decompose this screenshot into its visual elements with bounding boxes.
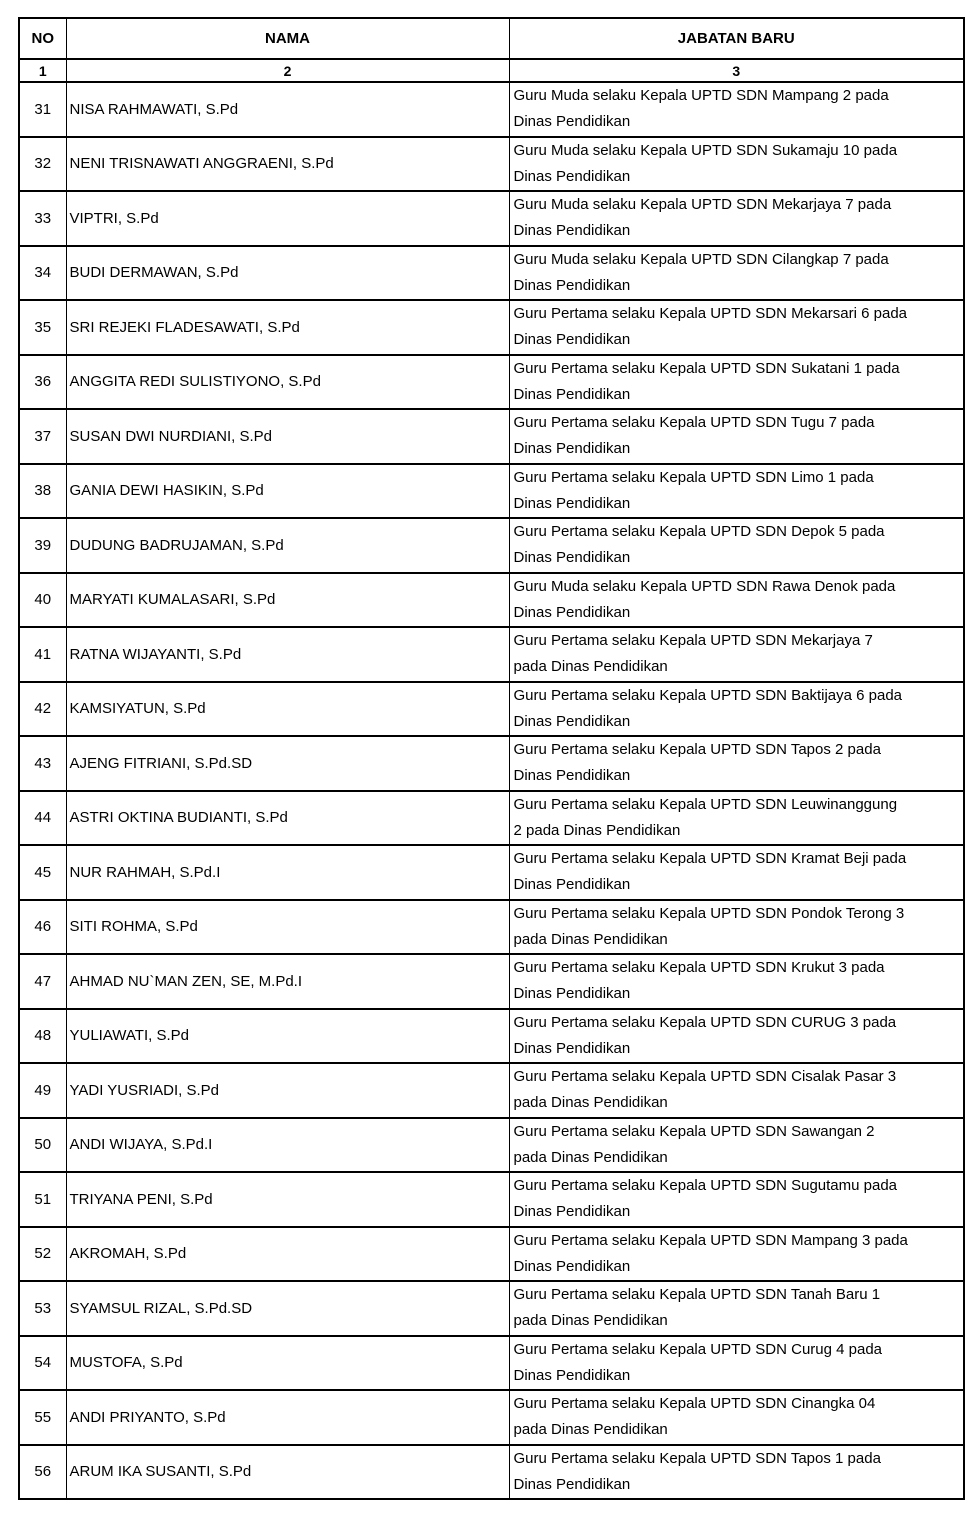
row-number-cell: 38 bbox=[19, 464, 66, 519]
name-cell: ANGGITA REDI SULISTIYONO, S.Pd bbox=[66, 355, 509, 410]
table-header-row bbox=[19, 18, 964, 59]
header-nama: NAMA bbox=[66, 18, 509, 59]
table-header bbox=[19, 18, 964, 82]
table-row bbox=[19, 1281, 964, 1336]
row-number-cell: 52 bbox=[19, 1227, 66, 1282]
table-row bbox=[19, 355, 964, 410]
row-number-cell: 49 bbox=[19, 1063, 66, 1118]
column-number-3: 3 bbox=[509, 59, 964, 82]
name-cell: BUDI DERMAWAN, S.Pd bbox=[66, 246, 509, 301]
new-position-cell: Guru Muda selaku Kepala UPTD SDN Rawa Denok pada Dinas Pendidikan bbox=[509, 573, 964, 628]
name-cell: GANIA DEWI HASIKIN, S.Pd bbox=[66, 464, 509, 519]
table-row bbox=[19, 518, 964, 573]
row-number-cell: 43 bbox=[19, 736, 66, 791]
header-jabatan-baru: JABATAN BARU bbox=[509, 18, 964, 59]
name-cell: TRIYANA PENI, S.Pd bbox=[66, 1172, 509, 1227]
column-number-1: 1 bbox=[19, 59, 66, 82]
new-position-cell: Guru Muda selaku Kepala UPTD SDN Cilangkap 7 pada Dinas Pendidikan bbox=[509, 246, 964, 301]
row-number-cell: 53 bbox=[19, 1281, 66, 1336]
new-position-cell: Guru Pertama selaku Kepala UPTD SDN Tanah Baru 1 pada Dinas Pendidikan bbox=[509, 1281, 964, 1336]
row-number-cell: 33 bbox=[19, 191, 66, 246]
name-cell: SUSAN DWI NURDIANI, S.Pd bbox=[66, 409, 509, 464]
row-number-cell: 45 bbox=[19, 845, 66, 900]
new-position-cell: Guru Pertama selaku Kepala UPTD SDN Tapos 1 pada Dinas Pendidikan bbox=[509, 1445, 964, 1500]
new-position-cell: Guru Pertama selaku Kepala UPTD SDN Sugutamu pada Dinas Pendidikan bbox=[509, 1172, 964, 1227]
table-row bbox=[19, 1390, 964, 1445]
name-cell: ARUM IKA SUSANTI, S.Pd bbox=[66, 1445, 509, 1500]
new-position-cell: Guru Muda selaku Kepala UPTD SDN Mekarjaya 7 pada Dinas Pendidikan bbox=[509, 191, 964, 246]
table-row bbox=[19, 1172, 964, 1227]
appointments-table bbox=[18, 17, 965, 1500]
new-position-cell: Guru Pertama selaku Kepala UPTD SDN Sukatani 1 pada Dinas Pendidikan bbox=[509, 355, 964, 410]
name-cell: YULIAWATI, S.Pd bbox=[66, 1009, 509, 1064]
row-number-cell: 40 bbox=[19, 573, 66, 628]
row-number-cell: 34 bbox=[19, 246, 66, 301]
row-number-cell: 50 bbox=[19, 1118, 66, 1173]
name-cell: ASTRI OKTINA BUDIANTI, S.Pd bbox=[66, 791, 509, 846]
table-row bbox=[19, 1118, 964, 1173]
name-cell: MARYATI KUMALASARI, S.Pd bbox=[66, 573, 509, 628]
table-row bbox=[19, 1227, 964, 1282]
new-position-cell: Guru Pertama selaku Kepala UPTD SDN Tugu 7 pada Dinas Pendidikan bbox=[509, 409, 964, 464]
new-position-cell: Guru Pertama selaku Kepala UPTD SDN Leuwinanggung 2 pada Dinas Pendidikan bbox=[509, 791, 964, 846]
table-row bbox=[19, 791, 964, 846]
row-number-cell: 42 bbox=[19, 682, 66, 737]
new-position-cell: Guru Pertama selaku Kepala UPTD SDN Kramat Beji pada Dinas Pendidikan bbox=[509, 845, 964, 900]
table-row bbox=[19, 682, 964, 737]
table-row bbox=[19, 845, 964, 900]
new-position-cell: Guru Pertama selaku Kepala UPTD SDN CURUG 3 pada Dinas Pendidikan bbox=[509, 1009, 964, 1064]
column-number-row bbox=[19, 59, 964, 82]
row-number-cell: 37 bbox=[19, 409, 66, 464]
table-row bbox=[19, 246, 964, 301]
new-position-cell: Guru Pertama selaku Kepala UPTD SDN Depok 5 pada Dinas Pendidikan bbox=[509, 518, 964, 573]
table-row bbox=[19, 137, 964, 192]
new-position-cell: Guru Muda selaku Kepala UPTD SDN Sukamaju 10 pada Dinas Pendidikan bbox=[509, 137, 964, 192]
table-row bbox=[19, 300, 964, 355]
row-number-cell: 55 bbox=[19, 1390, 66, 1445]
row-number-cell: 51 bbox=[19, 1172, 66, 1227]
new-position-cell: Guru Pertama selaku Kepala UPTD SDN Cisalak Pasar 3 pada Dinas Pendidikan bbox=[509, 1063, 964, 1118]
table-row bbox=[19, 573, 964, 628]
row-number-cell: 32 bbox=[19, 137, 66, 192]
name-cell: KAMSIYATUN, S.Pd bbox=[66, 682, 509, 737]
name-cell: YADI YUSRIADI, S.Pd bbox=[66, 1063, 509, 1118]
name-cell: SITI ROHMA, S.Pd bbox=[66, 900, 509, 955]
name-cell: VIPTRI, S.Pd bbox=[66, 191, 509, 246]
name-cell: AKROMAH, S.Pd bbox=[66, 1227, 509, 1282]
new-position-cell: Guru Muda selaku Kepala UPTD SDN Mampang 2 pada Dinas Pendidikan bbox=[509, 82, 964, 137]
table-row bbox=[19, 954, 964, 1009]
row-number-cell: 35 bbox=[19, 300, 66, 355]
new-position-cell: Guru Pertama selaku Kepala UPTD SDN Curug 4 pada Dinas Pendidikan bbox=[509, 1336, 964, 1391]
name-cell: AJENG FITRIANI, S.Pd.SD bbox=[66, 736, 509, 791]
name-cell: SYAMSUL RIZAL, S.Pd.SD bbox=[66, 1281, 509, 1336]
new-position-cell: Guru Pertama selaku Kepala UPTD SDN Sawangan 2 pada Dinas Pendidikan bbox=[509, 1118, 964, 1173]
row-number-cell: 47 bbox=[19, 954, 66, 1009]
name-cell: DUDUNG BADRUJAMAN, S.Pd bbox=[66, 518, 509, 573]
table-row bbox=[19, 1009, 964, 1064]
row-number-cell: 44 bbox=[19, 791, 66, 846]
table-row bbox=[19, 900, 964, 955]
new-position-cell: Guru Pertama selaku Kepala UPTD SDN Krukut 3 pada Dinas Pendidikan bbox=[509, 954, 964, 1009]
name-cell: NISA RAHMAWATI, S.Pd bbox=[66, 82, 509, 137]
row-number-cell: 48 bbox=[19, 1009, 66, 1064]
new-position-cell: Guru Pertama selaku Kepala UPTD SDN Tapos 2 pada Dinas Pendidikan bbox=[509, 736, 964, 791]
name-cell: AHMAD NU`MAN ZEN, SE, M.Pd.I bbox=[66, 954, 509, 1009]
name-cell: SRI REJEKI FLADESAWATI, S.Pd bbox=[66, 300, 509, 355]
name-cell: MUSTOFA, S.Pd bbox=[66, 1336, 509, 1391]
row-number-cell: 39 bbox=[19, 518, 66, 573]
name-cell: ANDI WIJAYA, S.Pd.I bbox=[66, 1118, 509, 1173]
table-row bbox=[19, 409, 964, 464]
row-number-cell: 31 bbox=[19, 82, 66, 137]
row-number-cell: 36 bbox=[19, 355, 66, 410]
name-cell: ANDI PRIYANTO, S.Pd bbox=[66, 1390, 509, 1445]
new-position-cell: Guru Pertama selaku Kepala UPTD SDN Mekarsari 6 pada Dinas Pendidikan bbox=[509, 300, 964, 355]
table-row bbox=[19, 191, 964, 246]
new-position-cell: Guru Pertama selaku Kepala UPTD SDN Cinangka 04 pada Dinas Pendidikan bbox=[509, 1390, 964, 1445]
table-row bbox=[19, 736, 964, 791]
row-number-cell: 46 bbox=[19, 900, 66, 955]
table-row bbox=[19, 82, 964, 137]
table-row bbox=[19, 627, 964, 682]
row-number-cell: 54 bbox=[19, 1336, 66, 1391]
table-row bbox=[19, 464, 964, 519]
column-number-2: 2 bbox=[66, 59, 509, 82]
table-body bbox=[19, 82, 964, 1499]
new-position-cell: Guru Pertama selaku Kepala UPTD SDN Pondok Terong 3 pada Dinas Pendidikan bbox=[509, 900, 964, 955]
table-row bbox=[19, 1336, 964, 1391]
name-cell: RATNA WIJAYANTI, S.Pd bbox=[66, 627, 509, 682]
new-position-cell: Guru Pertama selaku Kepala UPTD SDN Limo 1 pada Dinas Pendidikan bbox=[509, 464, 964, 519]
new-position-cell: Guru Pertama selaku Kepala UPTD SDN Baktijaya 6 pada Dinas Pendidikan bbox=[509, 682, 964, 737]
table-row bbox=[19, 1445, 964, 1500]
row-number-cell: 41 bbox=[19, 627, 66, 682]
name-cell: NUR RAHMAH, S.Pd.I bbox=[66, 845, 509, 900]
table-row bbox=[19, 1063, 964, 1118]
name-cell: NENI TRISNAWATI ANGGRAENI, S.Pd bbox=[66, 137, 509, 192]
row-number-cell: 56 bbox=[19, 1445, 66, 1500]
new-position-cell: Guru Pertama selaku Kepala UPTD SDN Mampang 3 pada Dinas Pendidikan bbox=[509, 1227, 964, 1282]
header-no: NO bbox=[19, 18, 66, 59]
new-position-cell: Guru Pertama selaku Kepala UPTD SDN Mekarjaya 7 pada Dinas Pendidikan bbox=[509, 627, 964, 682]
